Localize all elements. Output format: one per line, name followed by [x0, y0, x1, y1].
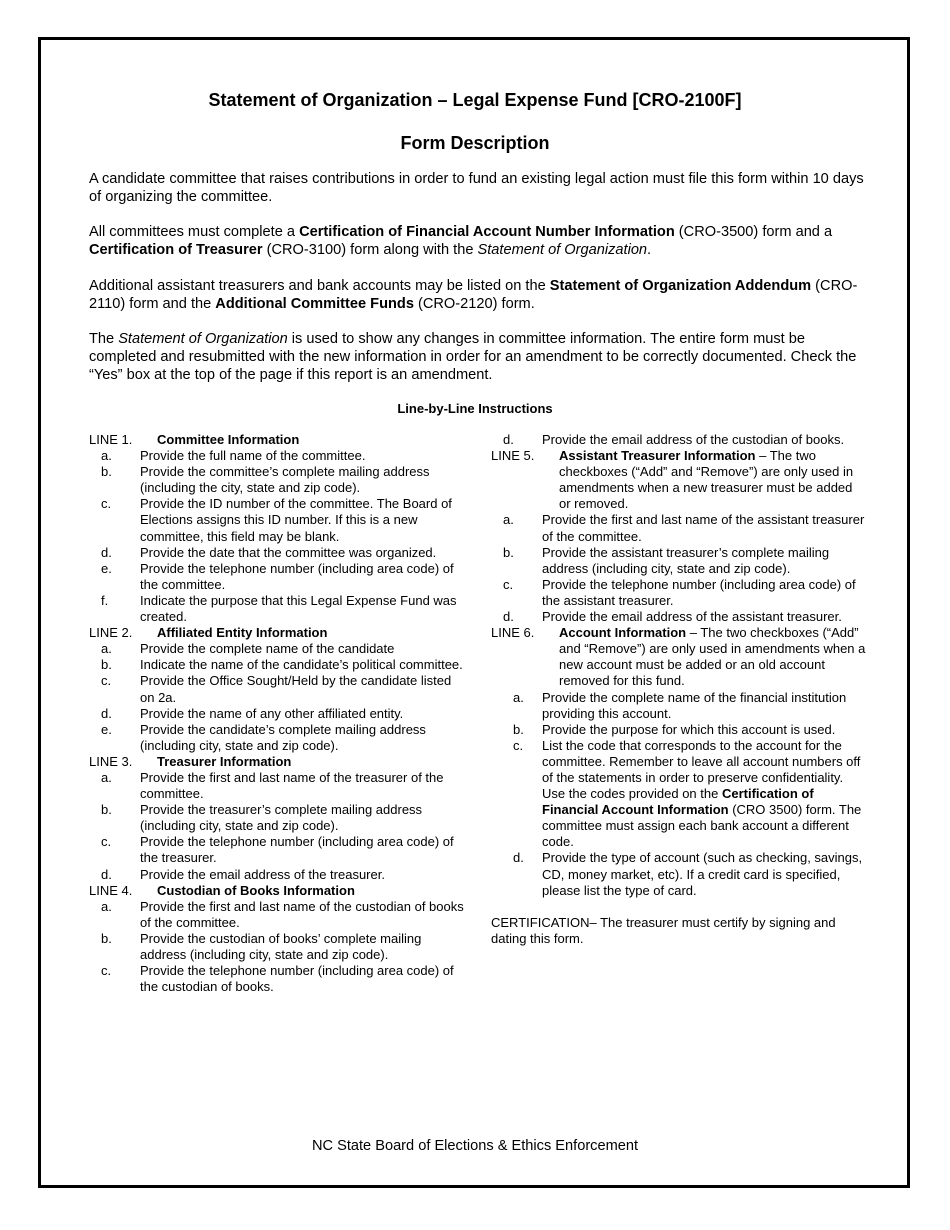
line-6-heading: LINE 6. Account Information – The two checkboxes (“Add” and “Remove”) are only used in amendments when a new account must be added or an old account removed for this fund.	[491, 625, 866, 689]
list-item: a. Provide the complete name of the candidate	[101, 641, 395, 657]
description-paragraph-4: The Statement of Organization is used to show any changes in committee information. The entire form must be completed and resubmitted with the new information in order for an amendment to be correctly documented. Check the “Yes” box at the top of the page if this report is an amendment.	[89, 331, 857, 383]
line-2-heading: LINE 2. Affiliated Entity Information	[89, 625, 328, 641]
certification-note: CERTIFICATION– The treasurer must certify by signing and dating this form.	[491, 914, 836, 946]
list-item: e. Provide the candidate’s complete mailing address (including city, state and zip code).	[101, 721, 426, 753]
list-item: a. Provide the complete name of the financial institution providing this account.	[513, 689, 847, 721]
list-item: d. Provide the email address of the assistant treasurer.	[503, 609, 842, 625]
list-item: b. Provide the treasurer’s complete mailing address (including city, state and zip code).	[101, 802, 423, 834]
list-item: d. Provide the email address of the custodian of books.	[503, 432, 845, 447]
list-item: c. List the code that corresponds to the account for the committee. Remember to leave all account numbers off of the statements in order to preserve confidentiality. Use the codes provided on the Certification of Financial Account Information (CRO 3500) form. The committee must assign each bank account a different code.	[513, 737, 862, 850]
list-item: c. Provide the telephone number (including area code) of the assistant treasurer.	[503, 576, 856, 608]
list-item: c. Provide the ID number of the committee. The Board of Elections assigns this ID number. If this is a new committee, this field may be blank.	[101, 496, 452, 544]
list-item: b. Provide the purpose for which this account is used.	[513, 721, 836, 737]
instructions-heading: Line-by-Line Instructions	[397, 401, 553, 416]
list-item: d. Provide the type of account (such as checking, savings, CD, money market, etc). If a credit card is specified, please list the type of card.	[513, 850, 863, 898]
list-item: a. Provide the first and last name of the custodian of books of the committee.	[101, 898, 464, 930]
list-item: a. Provide the first and last name of the treasurer of the committee.	[101, 769, 444, 802]
description-paragraph-1: A candidate committee that raises contributions in order to fund an existing legal action must file this form within 10 days of organizing the committee.	[89, 171, 864, 205]
list-item: d. Provide the date that the committee was organized.	[101, 544, 437, 560]
form-description-heading: Form Description	[400, 133, 550, 153]
page-title: Statement of Organization – Legal Expense Fund [CRO-2100F]	[208, 90, 742, 110]
list-item: d. Provide the name of any other affiliated entity.	[101, 705, 404, 721]
instructions-right-column	[491, 432, 866, 947]
list-item: b. Provide the committee’s complete mailing address (including the city, state and zip code).	[101, 464, 430, 496]
description-paragraph-3: Additional assistant treasurers and bank accounts may be listed on the Statement of Organization Addendum (CRO-2110) form and the Additional Committee Funds (CRO-2120) form.	[89, 278, 858, 312]
line-1-heading: LINE 1. Committee Information	[89, 432, 300, 447]
list-item: f. Indicate the purpose that this Legal Expense Fund was created.	[101, 592, 457, 625]
list-item: a. Provide the first and last name of the assistant treasurer of the committee.	[503, 512, 865, 544]
list-item: e. Provide the telephone number (including area code) of the committee.	[101, 560, 454, 592]
list-item: c. Provide the telephone number (including area code) of the custodian of books.	[101, 963, 454, 995]
description-paragraph-2: All committees must complete a Certification of Financial Account Number Information (CRO-3500) form and a Certification of Treasurer (CRO-3100) form along with the Statement of Organization.	[89, 224, 833, 258]
line-3-heading: LINE 3. Treasurer Information	[89, 753, 292, 769]
list-item: c. Provide the Office Sought/Held by the candidate listed on 2a.	[101, 673, 452, 705]
line-4-heading: LINE 4. Custodian of Books Information	[89, 882, 355, 898]
list-item: b. Provide the assistant treasurer’s complete mailing address (including city, state and zip code).	[503, 544, 830, 576]
instructions-left-column	[89, 432, 469, 995]
footer-agency-name: NC State Board of Elections & Ethics Enforcement	[311, 1138, 639, 1154]
list-item: b. Provide the custodian of books’ complete mailing address (including city, state and zip code).	[101, 930, 422, 962]
list-item: c. Provide the telephone number (including area code) of the treasurer.	[101, 834, 454, 866]
list-item: d. Provide the email address of the treasurer.	[101, 866, 385, 882]
list-item: b. Indicate the name of the candidate’s political committee.	[101, 657, 463, 673]
list-item: a. Provide the full name of the committee.	[101, 448, 366, 464]
line-5-heading: LINE 5. Assistant Treasurer Information – The two checkboxes (“Add” and “Remove”) are only used in amendments when a new treasurer must be added or removed.	[491, 448, 854, 512]
